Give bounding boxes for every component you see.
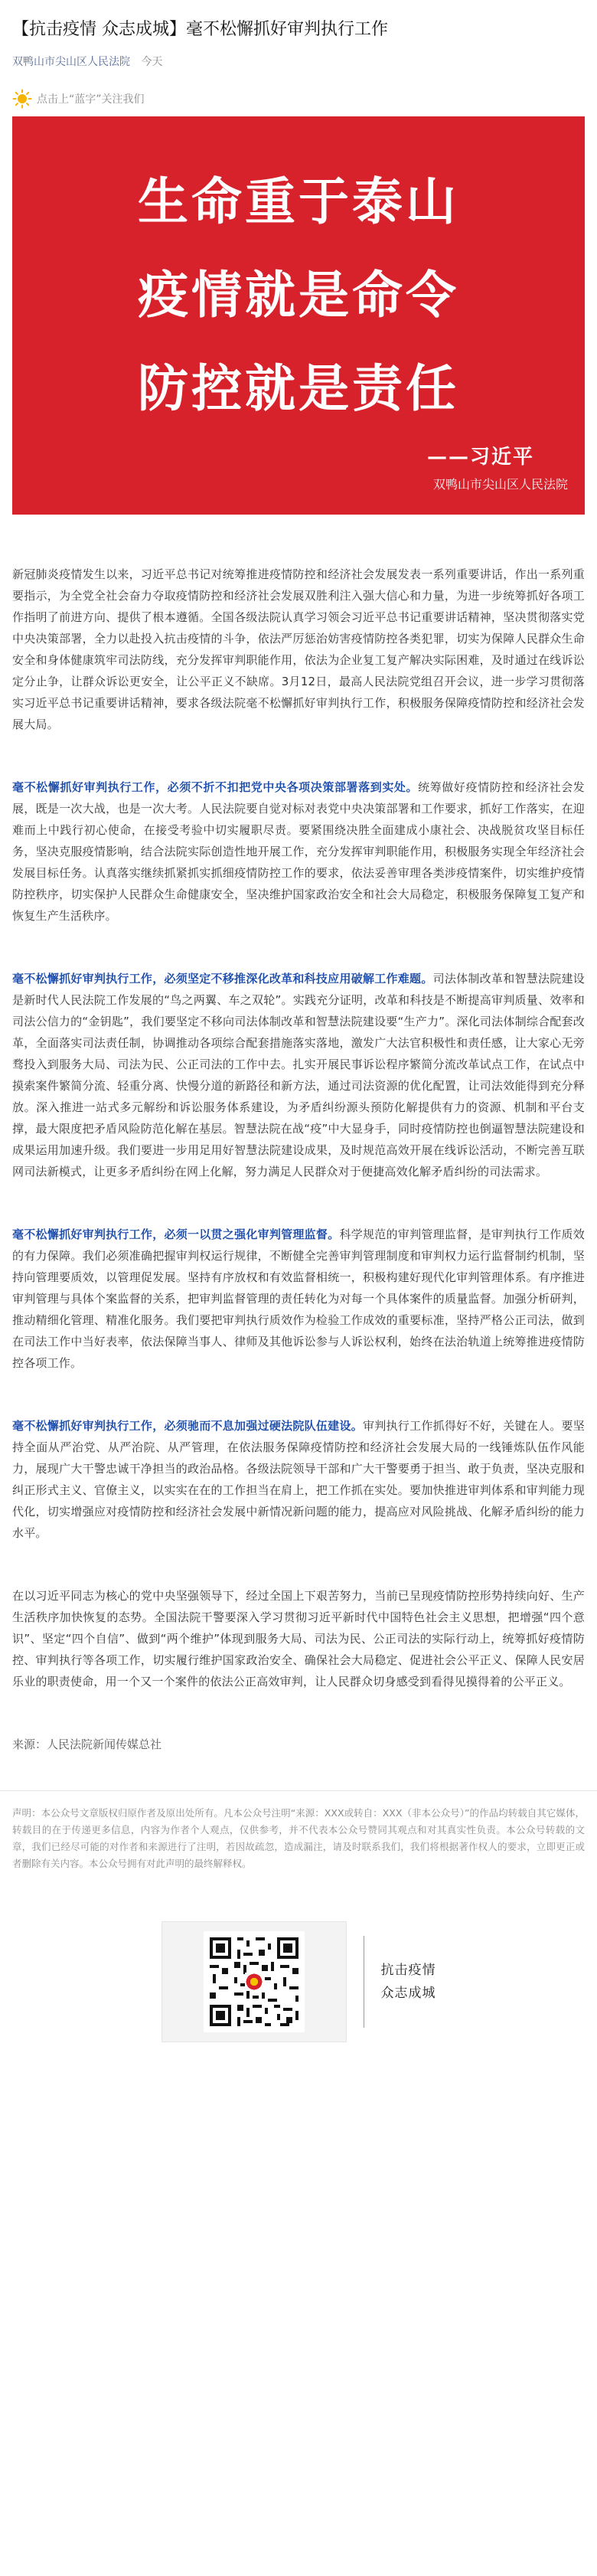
hero-line-3: 防控就是责任 [138, 358, 459, 418]
publish-time: 今天 [141, 56, 163, 68]
article-source: 来源：人民法院新闻传媒总社 [12, 1737, 162, 1751]
qr-caption [381, 1959, 436, 2005]
paragraph-1 [12, 564, 585, 735]
paragraph-text: 统筹做好疫情防控和经济社会发展，既是一次大战，也是一次大考。人民法院要自觉对标对表党中央决策部署和工作要求，抓好工作落实，在迎难而上中践行初心使命，在接受考验中切实履职尽责。要紧围绕决胜全面建成小康社会、决战脱贫攻坚目标任务，坚决克服疫情影响，结合法院实际创造性地开展工作，充分发挥审判职能作用，积极服务实现全年经济社会发展目标任务。认真落实继续抓紧抓实抓细疫情防控工作的要求，依法妥善审理各类涉疫情案件，切实维护疫情防控秩序，切实保护人民群众生命健康安全，坚决维护国家政治安全和社会大局稳定，积极服务保障复工复产和恢复生产生活秩序。 [12, 780, 585, 923]
qr-promo [0, 1921, 597, 2042]
qr-caption-line-1: 抗击疫情 [380, 1963, 436, 1978]
qr-caption-line-2: 众志成城 [380, 1986, 436, 2001]
paragraph-2 [12, 776, 585, 927]
qr-code-icon [204, 1931, 305, 2032]
article-header [0, 0, 597, 69]
follow-prompt[interactable] [12, 89, 585, 109]
hero-line-1: 生命重于泰山 [138, 172, 459, 231]
article-body [12, 564, 585, 1692]
paragraph-text: 在以习近平同志为核心的党中央坚强领导下，经过全国上下艰苦努力，当前已呈现疫情防控形势持续向好、生产生活秩序加快恢复的态势。全国法院干警要深入学习贯彻习近平新时代中国特色社会主义思想，把增强“四个意识”、坚定“四个自信”、做到“两个维护”体现到服务大局、司法为民、公正司法的实际行动上，统筹抓好疫情防控、审判执行等各项工作，切实履行维护国家政治安全、确保社会大局稳定、促进社会公平正义、保障人民安居乐业的职责使命，用一个又一个案件的依法公正高效审判，让人民群众切身感受到看得见摸得着的公平正义。 [12, 1589, 585, 1688]
hero-banner-image [12, 116, 585, 515]
copyright-statement: 声明：本公众号文章版权归原作者及原出处所有。凡本公众号注明“来源：XXX或转自：XXX（非本公众号）”的作品均转载自其它媒体，转载目的在于传递更多信息，内容为作者个人观点，仅供参考，并不代表本公众号赞同其观点和对其真实性负责。本公众号转载的文章，我们已经尽可能的对作者和来源进行了注明，若因故疏忽，造成漏注，请及时联系我们，我们将根据著作权人的要求，立即更正或者删除有关内容。本公众号拥有对此声明的最终解释权。 [12, 1807, 585, 1869]
paragraph-3 [12, 968, 585, 1182]
paragraph-5 [12, 1415, 585, 1544]
sun-icon [12, 89, 32, 109]
qr-code-card[interactable] [161, 1921, 347, 2042]
hero-signature: ——习近平 [426, 446, 534, 469]
paragraph-6 [12, 1585, 585, 1692]
divider [0, 1790, 597, 1791]
account-name-link[interactable]: 双鸭山市尖山区人民法院 [12, 56, 130, 68]
paragraph-text: 审判执行工作抓得好不好，关键在人。要坚持全面从严治党、从严治院、从严管理，在依法服务保障疫情防控和经济社会发展大局的一线锤炼队伍作风能力，展现广大干警忠诚干净担当的政治品格。各级法院领导干部和广大干警要勇于担当、敢于负责，坚决克服和纠正形式主义、官僚主义，以实实在在的工作担当在肩上，把工作抓在实处。要加快推进审判体系和审判能力现代化，切实增强应对疫情防控和经济社会发展中新情况新问题的能力，提高应对风险挑战、化解矛盾纠纷的能力水平。 [12, 1419, 585, 1540]
paragraph-highlight: 毫不松懈抓好审判执行工作，必须不折不扣把党中央各项决策部署落到实处。 [12, 780, 419, 794]
paragraph-text: 司法体制改革和智慧法院建设是新时代人民法院工作发展的“鸟之两翼、车之双轮”。实践充分证明，改革和科技是不断提高审判质量、效率和司法公信力的“金钥匙”，我们要坚定不移向司法体制改革和智慧法院建设要“生产力”。深化司法体制综合配套改革，全面落实司法责任制，协调推动各项综合配套措施落实落地，激发广大法官积极性和责任感，让大家心无旁骛投入到服务大局、司法为民、公正司法的工作中去。扎实开展民事诉讼程序繁简分流改革试点工作，在试点中摸索案件繁简分流、轻重分离、快慢分道的新路径和新方法，通过司法资源的优化配置，让司法效能得到充分释放。深入推进一站式多元解纷和诉讼服务体系建设，为矛盾纠纷源头预防化解提供有力的资源、机制和平台支撑，最大限度把矛盾风险防范化解在基层。智慧法院在战“疫”中大显身手，同时疫情防控也倒逼智慧法院建设和成果运用加速升级。我们要进一步用足用好智慧法院建设成果，及时规范高效开展在线诉讼活动，不断完善互联网司法新模式，让更多矛盾纠纷在网上化解，努力满足人民群众对于便捷高效化解矛盾纠纷的司法需求。 [12, 972, 585, 1178]
footer-space [0, 2042, 597, 2134]
article-meta [12, 54, 585, 69]
paragraph-highlight: 毫不松懈抓好审判执行工作，必须一以贯之强化审判管理监督。 [12, 1228, 340, 1241]
follow-prompt-text: 点击上“蓝字”关注我们 [37, 93, 145, 106]
paragraph-highlight: 毫不松懈抓好审判执行工作，必须坚定不移推深化改革和科技应用破解工作难题。 [12, 972, 433, 986]
hero-watermark: 双鸭山市尖山区人民法院 [432, 477, 568, 492]
paragraph-text: 科学规范的审判管理监督，是审判执行工作质效的有力保障。我们必须准确把握审判权运行规律，不断健全完善审判管理制度和审判权力运行监督制约机制，坚持向管理要质效，以管理促发展。坚持有序放权和有效监督相统一，积极构建好现代化审判管理体系。有序推进审判管理与具体个案监督的关系，把审判监督管理的责任转化为对每一个具体案件的质量监督。加强分析研判，推动精细化管理、精准化服务。我们要把审判执行质效作为检验工作成效的重要标准，坚持严格公正司法，做到在司法工作中当好表率，依法保障当事人、律师及其他诉讼参与人诉讼权利，始终在法治轨道上统筹推进疫情防控各项工作。 [12, 1228, 585, 1370]
paragraph-highlight: 毫不松懈抓好审判执行工作，必须驰而不息加强过硬法院队伍建设。 [12, 1419, 363, 1433]
paragraph-4 [12, 1224, 585, 1374]
paragraph-text: 新冠肺炎疫情发生以来，习近平总书记对统筹推进疫情防控和经济社会发展发表一系列重要讲话，作出一系列重要指示，为全党全社会奋力夺取疫情防控和经济社会发展双胜利注入强大信心和力量，为进一步统筹抓好各项工作指明了前进方向、提供了根本遵循。全国各级法院认真学习领会习近平总书记重要讲话精神，坚决贯彻落实党中央决策部署，全力以赴投入抗击疫情的斗争，依法严厉惩治妨害疫情防控各类犯罪，切实为保障人民群众生命安全和身体健康筑牢司法防线，充分发挥审判职能作用，依法为企业复工复产解决实际困难，及时通过在线诉讼定分止争，让群众诉讼更安全，让公平正义不缺席。3月12日，最高人民法院党组召开会议，进一步学习贯彻落实习近平总书记重要讲话精神，要求各级法院毫不松懈抓好审判执行工作，积极服务保障疫情防控和经济社会发展大局。 [12, 567, 585, 731]
article-title: 【抗击疫情 众志成城】毫不松懈抓好审判执行工作 [12, 20, 388, 39]
hero-line-2: 疫情就是命令 [138, 265, 459, 325]
